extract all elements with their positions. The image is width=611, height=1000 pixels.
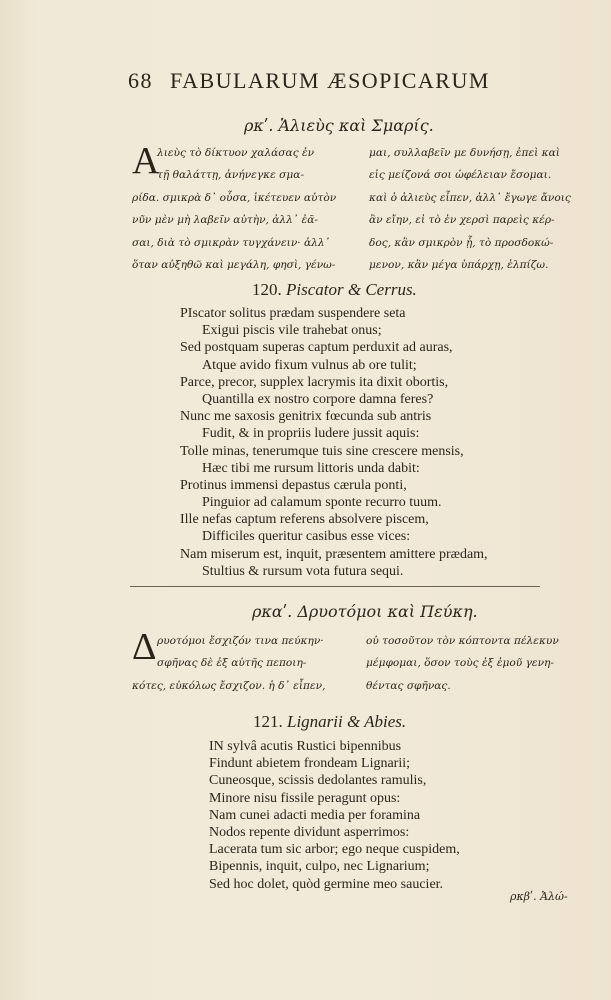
poem-line: Difficiles queritur casibus esse vices: [202, 529, 411, 545]
fable-121-greek-right-column [366, 630, 559, 697]
greek-line: ρυοτόμοι ἔσχιζόν τινα πεύκην· [157, 635, 324, 647]
catchword: ρκβʹ. Ἀλώ- [510, 890, 568, 903]
greek-line: οὐ τοσοῦτον τὸν κόπτοντα πέλεκυν [366, 635, 559, 647]
greek-line: μενον, κἂν μέγα ὑπάρχῃ, ἐλπίζω. [369, 258, 549, 271]
poem-line: Nam miserum est, inquit, præsentem amittere prædam, [180, 546, 488, 562]
fable-120-title-text: Piscator & Cerrus. [286, 280, 417, 299]
greek-line: λιεὺς τὸ δίκτυον χαλάσας ἐν [157, 147, 315, 159]
poem-line: Parce, precor, supplex lacrymis ita dixit obortis, [180, 374, 449, 390]
fable-121-greek-title: ρκαʹ. Δρυοτόμοι καὶ Πεύκη. [252, 602, 478, 621]
greek-line: μέμφομαι, ὅσον τοὺς ἐξ ἐμοῦ γενη- [366, 657, 554, 670]
poem-line: Sed postquam superas captum perduxit ad auras, [180, 340, 453, 356]
poem-line: PIscator solitus prædam suspendere seta [180, 306, 406, 321]
fable-119-greek-left-column [157, 142, 314, 187]
fable-120-title [252, 280, 417, 300]
section-divider-rule [130, 586, 540, 587]
poem-line: Findunt abietem frondeam Lignarii; [209, 756, 411, 772]
poem-line: Pinguior ad calamum sponte recurro tuum. [202, 495, 442, 511]
poem-line: Atque avido fixum vulnus ab ore tulit; [202, 357, 417, 373]
greek-line: καὶ ὁ ἁλιεὺς εἶπεν, ἀλλ᾽ ἔγωγε ἄνοις [369, 191, 571, 204]
poem-line: Hæc tibi me rursum littoris unda dabit: [202, 460, 420, 476]
poem-line: Cuneosque, scissis dedolantes ramulis, [209, 773, 427, 789]
running-head [128, 68, 548, 94]
greek-line: μαι, συλλαβεῖν με δυνήσῃ, ἐπεὶ καὶ [369, 147, 560, 159]
poem-line: Sed hoc dolet, quòd germine meo saucier. [209, 876, 444, 892]
fable-121-poem [209, 738, 460, 893]
fable-121-number: 121. [253, 712, 283, 731]
fable-120-number: 120. [252, 280, 282, 299]
poem-line: Tolle minas, tenerumque tuis sine crescere mensis, [180, 443, 464, 459]
fable-121-greek-left-column-cont [132, 675, 325, 697]
greek-line: τῇ θαλάττῃ, ἀνήνεγκε σμα- [157, 169, 305, 182]
poem-line: Lacerata tum sic arbor; ego neque cuspidem, [209, 842, 460, 858]
poem-line: Quantilla ex nostro corpore damna feres? [202, 391, 434, 407]
greek-line: ὅταν αὐξηθῶ καὶ μεγάλη, φησὶ, γένω- [132, 258, 336, 271]
fable-119-greek-title: ρκʹ. Ἁλιεὺς καὶ Σμαρίς. [244, 116, 434, 135]
fable-119-greek-left-column-cont [132, 187, 336, 277]
fable-121-greek-left-column [157, 630, 324, 675]
greek-line: δος, κἂν σμικρὸν ᾖ, τὸ προσδοκώ- [369, 236, 554, 249]
poem-line: Bipennis, inquit, culpo, nec Lignarium; [209, 859, 430, 875]
fable-121-dropcap: Δ [132, 626, 157, 668]
poem-line: IN sylvâ acutis Rustici bipennibus [209, 739, 402, 754]
greek-line: σαι, διὰ τὸ σμικρὰν τυγχάνειν· ἀλλ᾽ [132, 236, 330, 249]
greek-line: κότες, εὐκόλως ἔσχιζον. ἡ δ᾽ εἶπεν, [132, 679, 326, 692]
page-number: 68 [128, 68, 153, 93]
greek-line: ἂν εἴην, εἰ τὸ ἐν χερσὶ παρεὶς κέρ- [369, 214, 555, 227]
greek-line: σφῆνας δὲ ἐξ αὐτῆς πεποιη- [157, 657, 307, 670]
fable-121-title [253, 712, 406, 732]
poem-line: Nunc me saxosis genitrix fœcunda sub antris [180, 409, 432, 425]
greek-line: θέντας σφῆνας. [366, 679, 451, 692]
greek-line: ρίδα. σμικρὰ δ᾽ οὖσα, ἱκέτευεν αὐτὸν [132, 191, 337, 204]
poem-line: Nodos repente dividunt asperrimos: [209, 824, 410, 840]
poem-line: Minore nisu fissile peragunt opus: [209, 790, 401, 806]
poem-line: Ille nefas captum referens absolvere piscem, [180, 512, 429, 528]
running-title: FABULARUM ÆSOPICARUM [170, 68, 490, 93]
greek-line: εἰς μείζονά σοι ὠφέλειαν ἔσομαι. [369, 169, 552, 182]
poem-line: Fudit, & in propriis ludere jussit aquis: [202, 426, 420, 442]
poem-line: Protinus immensi depastus cærula ponti, [180, 477, 407, 493]
fable-121-title-text: Lignarii & Abies. [287, 712, 407, 731]
fable-120-poem [180, 305, 488, 580]
poem-line: Nam cunei adacti media per foramina [209, 807, 421, 823]
greek-line: νῦν μὲν μὴ λαβεῖν αὐτὴν, ἀλλ᾽ ἐᾶ- [132, 214, 318, 227]
poem-line: Stultius & rursum vota futura sequi. [202, 563, 404, 579]
fable-119-dropcap: Α [132, 140, 160, 182]
poem-line: Exigui piscis vile trahebat onus; [202, 323, 382, 339]
fable-119-greek-right-column [369, 142, 571, 276]
